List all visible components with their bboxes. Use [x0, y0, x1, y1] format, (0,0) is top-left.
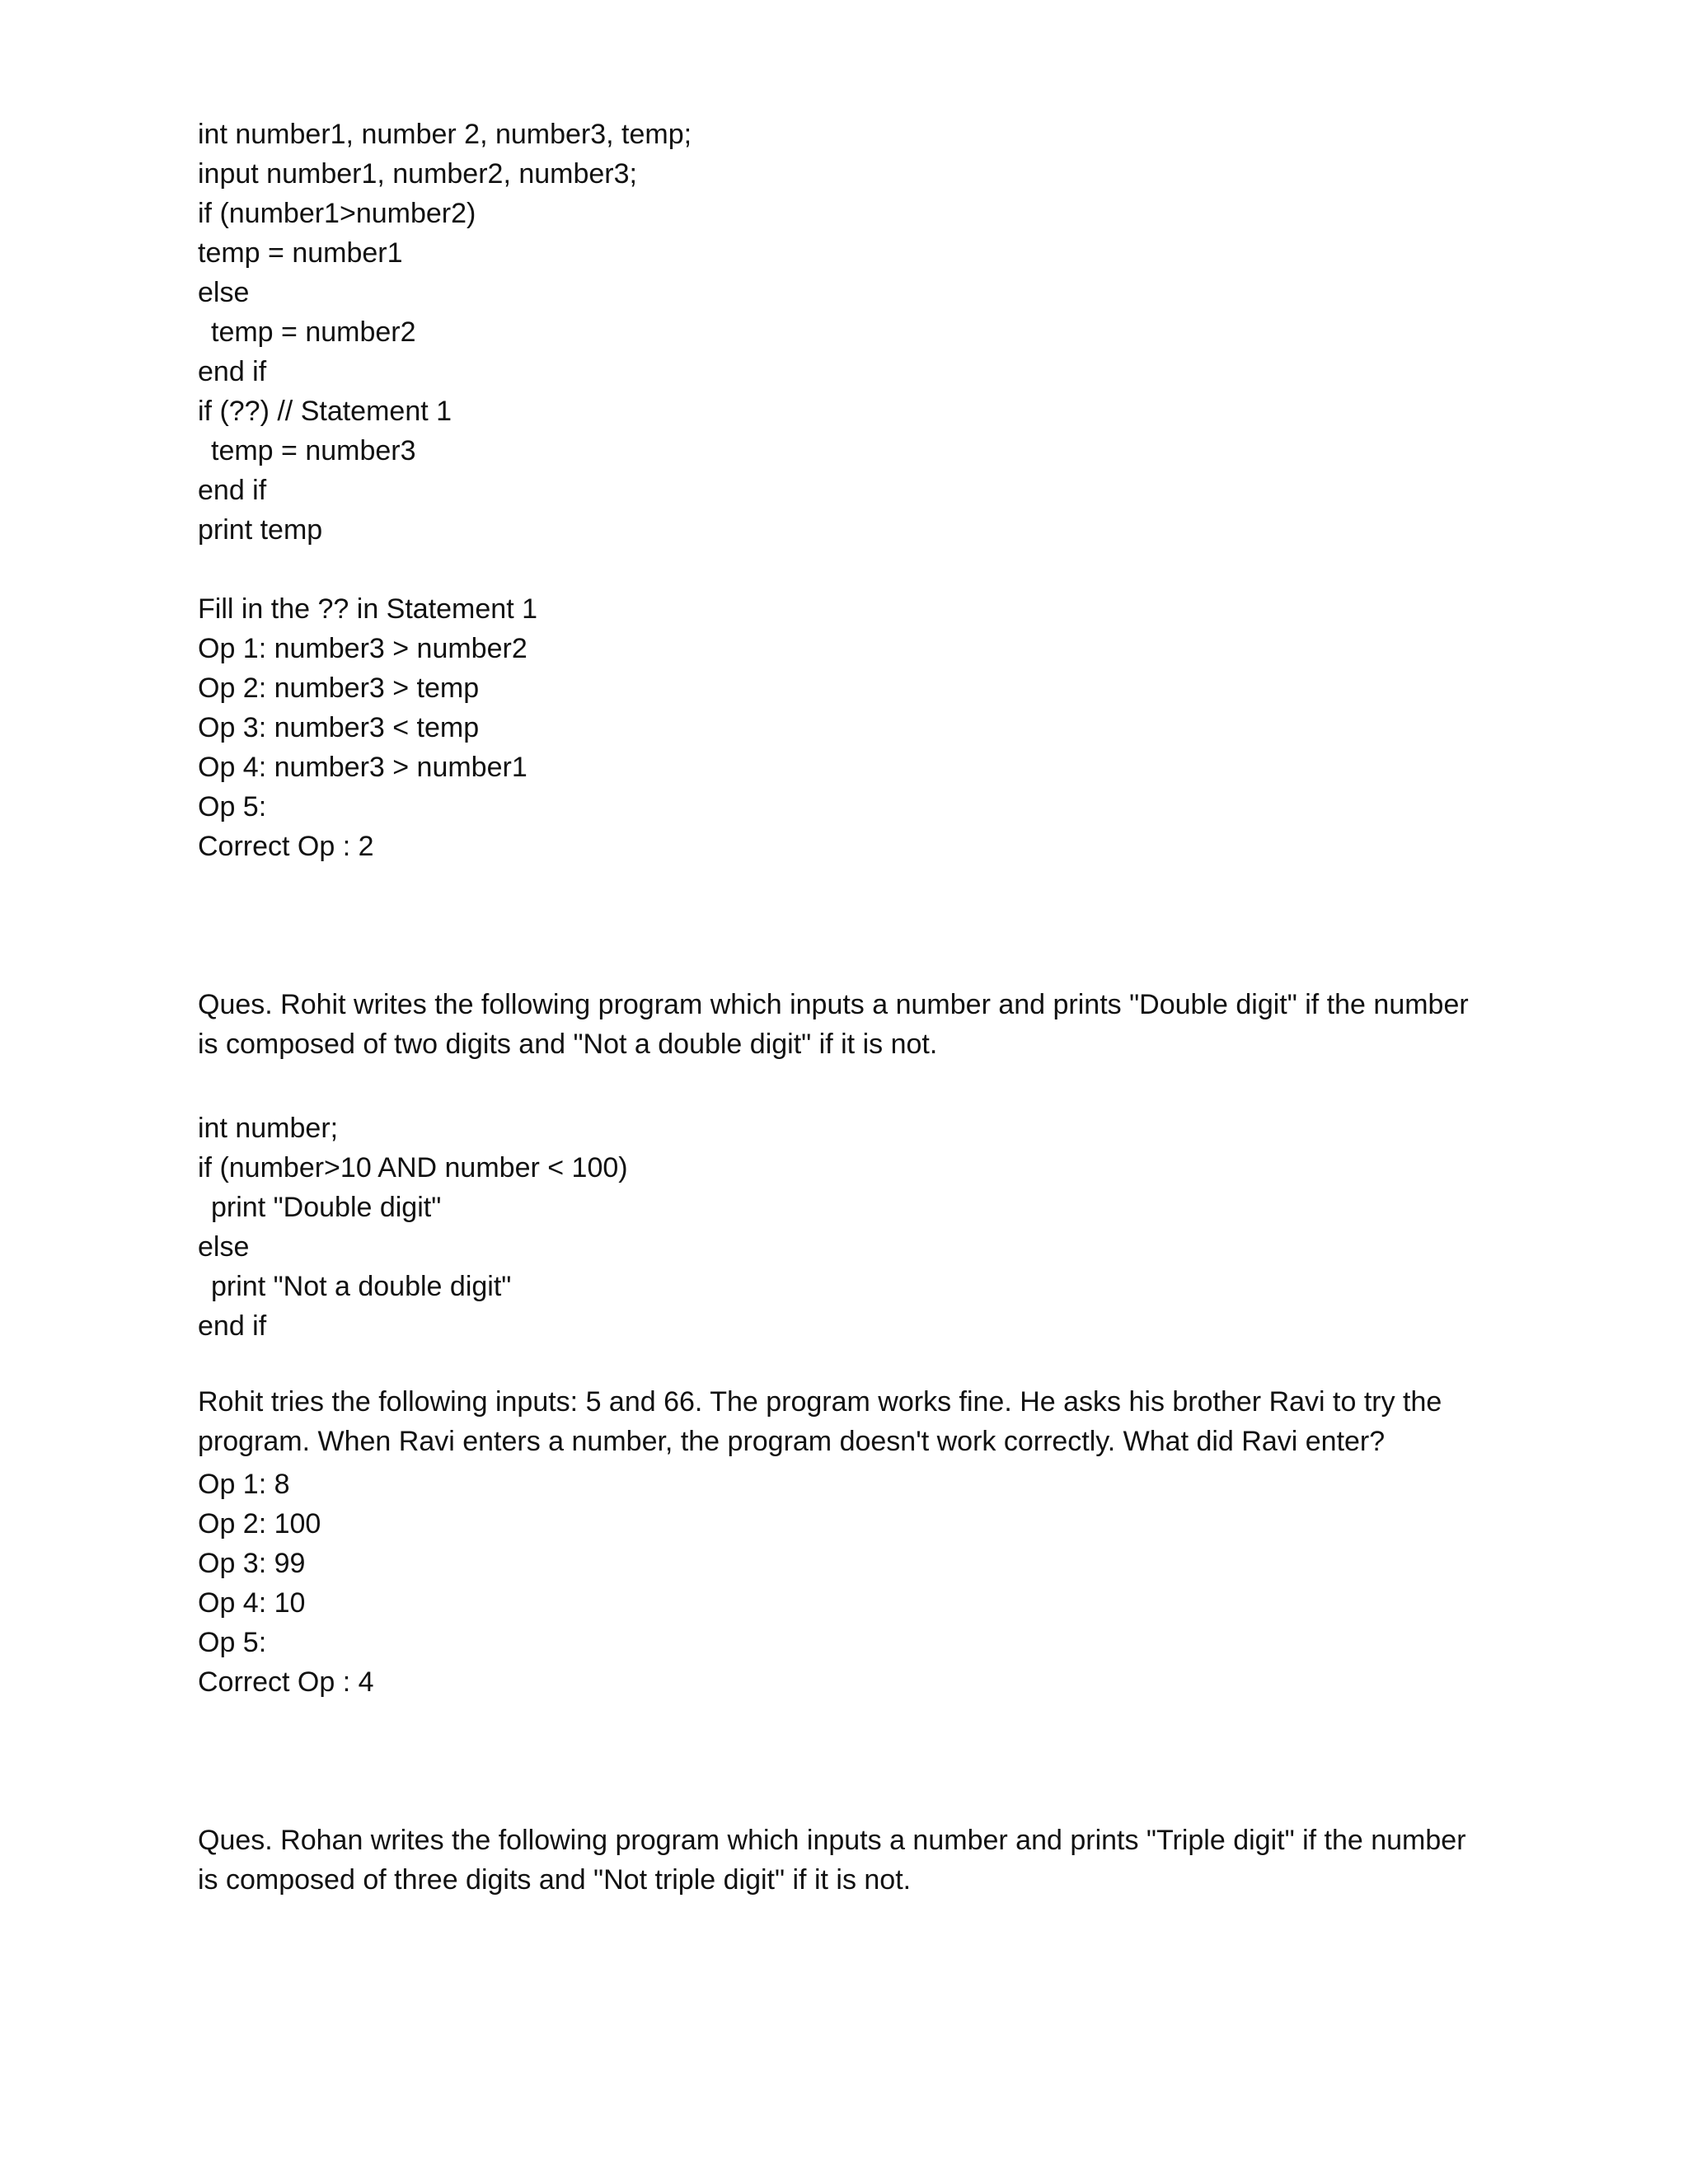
- option-item: Op 2: number3 > temp: [198, 673, 480, 704]
- option-item: Op 5:: [198, 1627, 267, 1658]
- option-item: Op 3: number3 < temp: [198, 712, 480, 743]
- code-line: print temp: [198, 514, 323, 546]
- code-line: end if: [198, 1310, 267, 1342]
- code-line: temp = number1: [198, 237, 403, 269]
- code-line: print "Not a double digit": [211, 1271, 512, 1302]
- code-line: else: [198, 277, 250, 308]
- option-item: Op 1: number3 > number2: [198, 633, 528, 664]
- code-line: input number1, number2, number3;: [198, 158, 637, 190]
- option-item: Op 1: 8: [198, 1469, 290, 1500]
- code-line: if (number1>number2): [198, 198, 476, 229]
- code-line: if (??) // Statement 1: [198, 396, 452, 427]
- code-line: end if: [198, 475, 267, 506]
- question-prompt: Fill in the ?? in Statement 1: [198, 593, 538, 625]
- option-item: Op 2: 100: [198, 1508, 321, 1540]
- code-line: print "Double digit": [211, 1192, 442, 1223]
- option-item: Op 5:: [198, 791, 267, 823]
- code-line: temp = number3: [211, 435, 416, 466]
- code-line: end if: [198, 356, 267, 387]
- correct-answer: Correct Op : 2: [198, 831, 374, 862]
- code-line: if (number>10 AND number < 100): [198, 1152, 628, 1183]
- question-text: Ques. Rohan writes the following program which inputs a number and prints "Triple digit" if the number is composed of three digits and "Not triple digit" if it is not.: [198, 1825, 1466, 1896]
- option-item: Op 4: 10: [198, 1587, 306, 1619]
- option-item: Op 4: number3 > number1: [198, 752, 528, 783]
- correct-answer: Correct Op : 4: [198, 1666, 374, 1698]
- code-line: else: [198, 1231, 250, 1263]
- question-prompt: Rohit tries the following inputs: 5 and 66. The program works fine. He asks his brother Ravi to try the program. When Ravi enters a number, the program doesn't work correctly. What did Ravi enter?: [198, 1386, 1442, 1458]
- question-text: Ques. Rohit writes the following program which inputs a number and prints "Double digit" if the number is composed of two digits and "Not a double digit" if it is not.: [198, 989, 1469, 1061]
- option-item: Op 3: 99: [198, 1548, 306, 1579]
- code-line: temp = number2: [211, 316, 416, 348]
- code-line: int number1, number 2, number3, temp;: [198, 119, 692, 150]
- code-line: int number;: [198, 1113, 339, 1144]
